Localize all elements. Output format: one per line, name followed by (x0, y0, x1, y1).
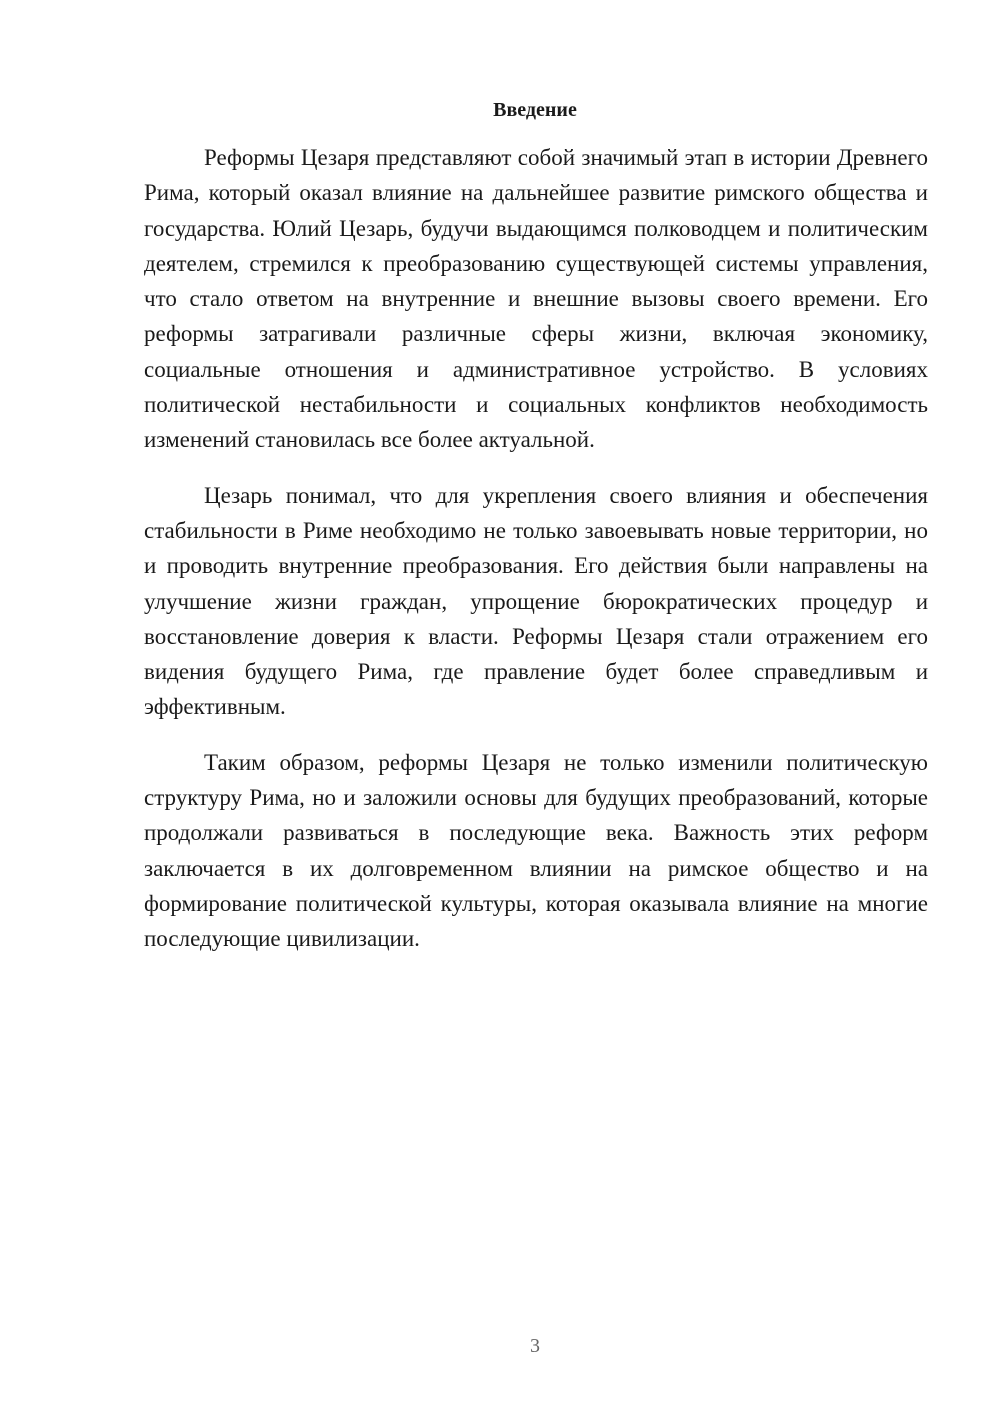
page-heading: Введение (493, 99, 577, 121)
paragraph-3: Таким образом, реформы Цезаря не только изменили политическую структуру Рима, но и заложили основы для будущих преобразований, которые продолжали развиваться в последующие века. Важность этих реформ заключается в их долговременном влиянии на римское общество и на формирование политической культуры, которая оказывала влияние на многие последующие цивилизации. (144, 749, 928, 952)
paragraph-1: Реформы Цезаря представляют собой значимый этап в истории Древнего Рима, который оказал влияние на дальнейшее развитие римского общества и государства. Юлий Цезарь, будучи выдающимся полководцем и политическим деятелем, стремился к преобразованию существующей системы управления, что стало ответом на внутренние и внешние вызовы своего времени. Его реформы затрагивали различные сферы жизни, включая экономику, социальные отношения и административное устройство. В условиях политической нестабильности и социальных конфликтов необходимость изменений становилась все более актуальной. (144, 145, 928, 453)
body-text (144, 140, 928, 957)
page-number: 3 (530, 1335, 540, 1357)
paragraph-2: Цезарь понимал, что для укрепления своего влияния и обеспечения стабильности в Риме необходимо не только завоевывать новые территории, но и проводить внутренние преобразования. Его действия были направлены на улучшение жизни граждан, упрощение бюрократических процедур и восстановление доверия к власти. Реформы Цезаря стали отражением его видения будущего Рима, где правление будет более справедливым и эффективным. (144, 482, 928, 720)
